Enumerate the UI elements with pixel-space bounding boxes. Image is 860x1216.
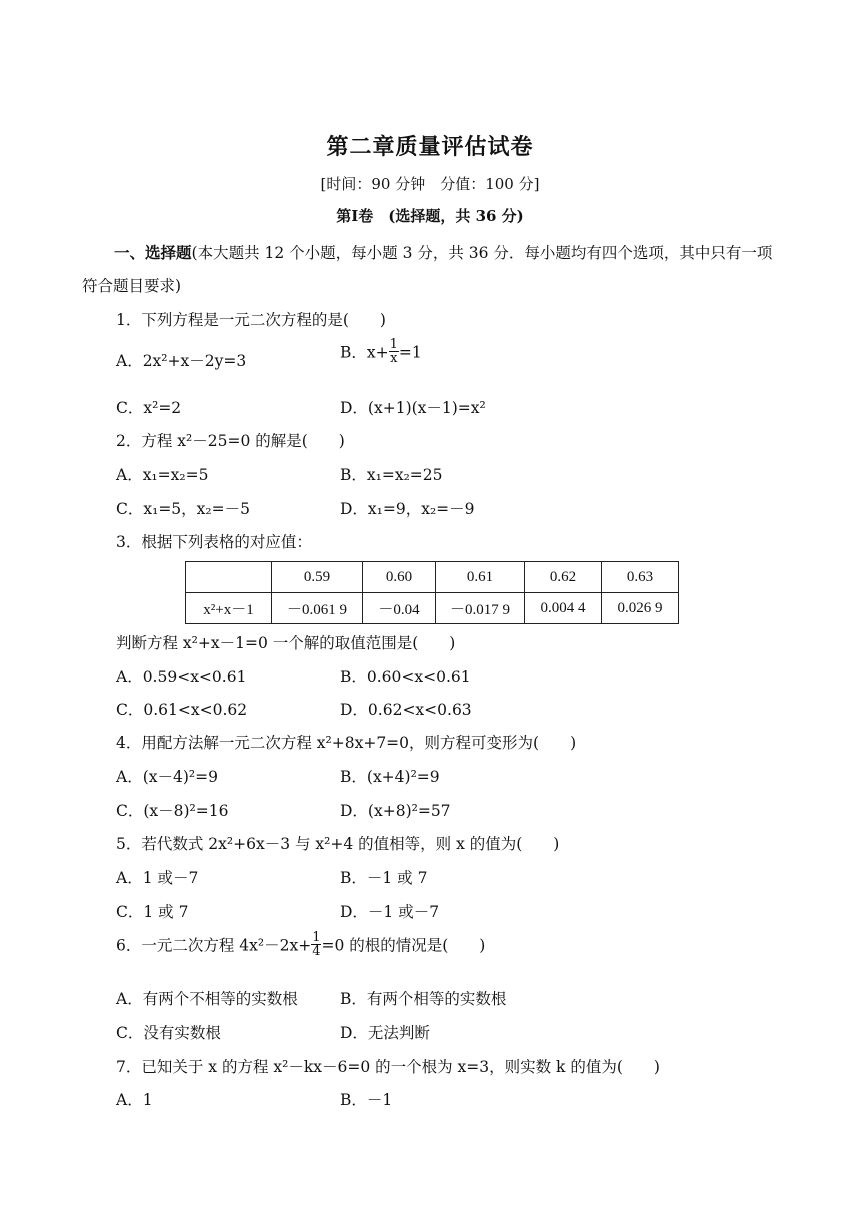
question-2-option-d: D．x₁=9，x₂=－9 <box>340 500 475 518</box>
table-cell: 0.026 9 <box>602 593 679 624</box>
question-3-stem: 3．根据下列表格的对应值： <box>116 533 312 551</box>
question-4-option-a: A．(x－4)²=9 <box>116 768 218 786</box>
question-1-option-a: A．2x²+x－2y=3 <box>116 352 247 370</box>
exam-meta: [时间：90 分钟 分值：100 分] <box>320 175 540 193</box>
question-1-option-d: D．(x+1)(x－1)=x² <box>340 399 486 417</box>
question-1-option-c: C．x²=2 <box>116 399 182 417</box>
part-heading: 第Ⅰ卷 (选择题，共 36 分) <box>336 207 524 225</box>
fraction: $\frac{1}{4}$ <box>312 930 321 959</box>
table-cell: 0.61 <box>436 562 525 593</box>
value-table <box>185 561 679 624</box>
table-cell: －0.017 9 <box>436 593 525 624</box>
table-cell: －0.061 9 <box>272 593 363 624</box>
table-cell: －0.04 <box>363 593 436 624</box>
question-6-option-c: C．没有实数根 <box>116 1024 221 1042</box>
question-5-option-b: B．－1 或 7 <box>340 869 428 887</box>
question-4-stem: 4．用配方法解一元二次方程 x²+8x+7=0，则方程可变形为( ) <box>116 734 577 752</box>
question-3-option-a: A．0.59<x<0.61 <box>116 668 247 686</box>
table-cell: 0.62 <box>525 562 602 593</box>
section-heading: 一、选择题 <box>114 243 192 262</box>
question-6-stem: 6．一元二次方程 4x²－2x+ $\frac{1}{4}$ =0 的根的情况是( ) <box>116 930 486 959</box>
question-7-stem: 7．已知关于 x 的方程 x²－kx－6=0 的一个根为 x=3，则实数 k 的值为( ) <box>116 1058 660 1076</box>
question-3-follow: 判断方程 x²+x－1=0 一个解的取值范围是( ) <box>116 634 456 652</box>
question-2-stem: 2．方程 x²－25=0 的解是( ) <box>116 432 345 450</box>
table-cell: 0.004 4 <box>525 593 602 624</box>
table-header-row <box>186 562 679 593</box>
question-2-option-b: B．x₁=x₂=25 <box>340 466 443 484</box>
section-intro <box>82 236 782 303</box>
question-3-option-c: C．0.61<x<0.62 <box>116 701 248 719</box>
question-5-option-a: A．1 或－7 <box>116 869 199 887</box>
question-1-option-b: B．x+ $\frac{1}{x}$ =1 <box>340 337 422 366</box>
question-2-option-c: C．x₁=5，x₂=－5 <box>116 500 250 518</box>
question-2-option-a: A．x₁=x₂=5 <box>116 466 209 484</box>
question-4-option-d: D．(x+8)²=57 <box>340 802 451 820</box>
question-5-stem: 5．若代数式 2x²+6x－3 与 x²+4 的值相等，则 x 的值为( ) <box>116 835 560 853</box>
question-7-option-a: A．1 <box>116 1091 153 1109</box>
table-cell: 0.59 <box>272 562 363 593</box>
question-6-option-a: A．有两个不相等的实数根 <box>116 990 298 1008</box>
table-cell: x²+x－1 <box>186 593 272 624</box>
fraction: $\frac{1}{x}$ <box>389 337 398 366</box>
question-1-stem: 1．下列方程是一元二次方程的是( ) <box>116 311 386 329</box>
question-4-option-b: B．(x+4)²=9 <box>340 768 440 786</box>
section-instructions: (本大题共 12 个小题，每小题 3 分，共 36 分．每小题均有四个选项，其中只有一项符合题目要求) <box>82 244 773 295</box>
page-title: 第二章质量评估试卷 <box>326 134 534 160</box>
table-cell <box>186 562 272 593</box>
question-4-option-c: C．(x－8)²=16 <box>116 802 229 820</box>
question-5-option-c: C．1 或 7 <box>116 903 189 921</box>
table-cell: 0.60 <box>363 562 436 593</box>
table-row <box>186 593 679 624</box>
question-3-option-b: B．0.60<x<0.61 <box>340 668 471 686</box>
question-7-option-b: B．－1 <box>340 1091 393 1109</box>
question-5-option-d: D．－1 或－7 <box>340 903 440 921</box>
question-6-option-d: D．无法判断 <box>340 1024 430 1042</box>
question-3-option-d: D．0.62<x<0.63 <box>340 701 472 719</box>
question-6-option-b: B．有两个相等的实数根 <box>340 990 507 1008</box>
table-cell: 0.63 <box>602 562 679 593</box>
